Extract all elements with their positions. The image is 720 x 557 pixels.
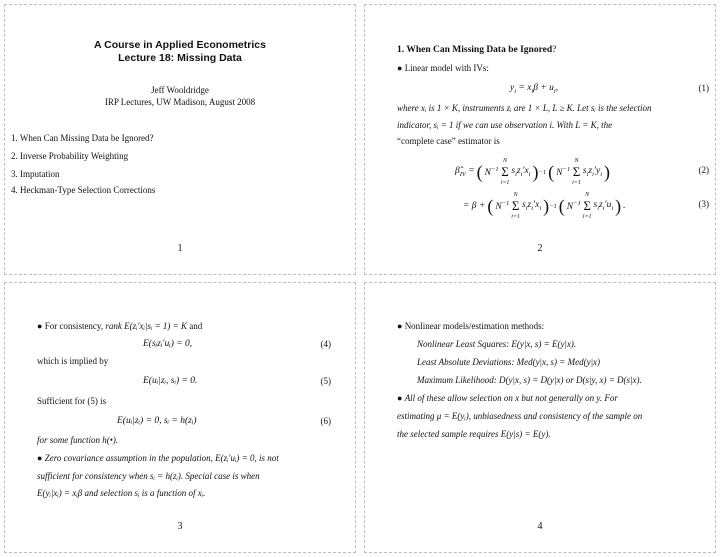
equation-4: E(sᵢzᵢ′uᵢ) = 0, — [143, 339, 193, 349]
page-number: 3 — [177, 521, 183, 532]
text-for-some: for some function h(•). — [37, 435, 119, 445]
equation-4-label: (4) — [320, 339, 331, 349]
bullet-linear-model: ● Linear model with IVs: — [397, 63, 489, 73]
equation-2: $\betâ_{IV}$ = ( $N^{-1}$ N Σ i=1 $s_iz_i'x_i$ ) −1 ( $N^{-1}$ N Σ i=1 $s_iz_i'y_i$ ) — [455, 158, 610, 186]
text-nls: Nonlinear Least Squares: E(y|x, s) = E(y|x). — [417, 339, 577, 349]
equation-5: E(uᵢ|zᵢ, sᵢ) = 0. — [143, 376, 198, 386]
page-number: 4 — [537, 521, 543, 532]
slide-1 — [4, 4, 356, 275]
text-sufficient-consistency: sufficient for consistency when sᵢ = h(zᵢ). Special case is when — [37, 471, 260, 481]
text-lad: Least Absolute Deviations: Med(y|x, s) = Med(y|x) — [417, 357, 601, 367]
author: Jeff Wooldridge — [151, 85, 209, 95]
course-title: A Course in Applied Econometrics — [94, 39, 266, 51]
slide-2 — [364, 4, 716, 275]
bullet-icon: ● — [37, 453, 43, 463]
bullet-icon: ● — [397, 321, 403, 331]
outline-item-2: 2. Inverse Probability Weighting — [11, 151, 129, 161]
slide-4 — [364, 282, 716, 553]
equation-6: E(uᵢ|zᵢ) = 0, sᵢ = h(zᵢ) — [117, 416, 197, 426]
page-number: 1 — [177, 243, 183, 254]
text-complete-case: “complete case” estimator is — [397, 136, 500, 146]
bullet-icon: ● — [397, 63, 403, 73]
equation-3-label: (3) — [698, 199, 709, 209]
section-heading: 1. When Can Missing Data be Ignored? — [397, 45, 557, 55]
bullet-nonlinear-models: ● Nonlinear models/estimation methods: — [397, 321, 545, 331]
bullet-zero-covariance: ● Zero covariance assumption in the population, E(zᵢ′uᵢ) = 0, is not — [37, 453, 279, 463]
bullet-consistency: ● For consistency, rank E(zᵢ′xᵢ|sᵢ = 1) = K and — [37, 321, 203, 331]
page-number: 2 — [537, 243, 543, 254]
equation-1-label: (1) — [698, 83, 709, 93]
text-ml: Maximum Likelihood: D(y|x, s) = D(y|x) or D(s|y, x) = D(s|x). — [417, 375, 642, 385]
slide-3 — [4, 282, 356, 553]
equation-1: $y_i = x_i\beta + u_i$, — [510, 83, 559, 95]
text-selected-sample: the selected sample requires E(y|s) = E(y). — [397, 429, 551, 439]
text-sufficient: Sufficient for (5) is — [37, 396, 107, 406]
outline-item-4: 4. Heckman-Type Selection Corrections — [11, 185, 156, 195]
equation-2-label: (2) — [698, 165, 709, 175]
bullet-icon: ● — [37, 321, 43, 331]
equation-3: = β + ( $N^{-1}$ N Σ i=1 $s_iz_i'x_i$ ) −1 ( $N^{-1}$ N Σ i=1 $s_iz_i'u_i$ ) . — [463, 192, 626, 220]
lecture-title: Lecture 18: Missing Data — [118, 52, 242, 64]
text-special-case: E(yᵢ|xᵢ) = xᵢβ and selection sᵢ is a function of xᵢ. — [37, 488, 206, 498]
equation-5-label: (5) — [320, 376, 331, 386]
text-where: where xᵢ is 1 × K, instruments zᵢ are 1 × L, L ≥ K. Let sᵢ is the selection — [397, 103, 652, 113]
text-estimating: estimating μ = E(yᵢ), unbiasedness and consistency of the sample on — [397, 411, 643, 421]
text-implied: which is implied by — [37, 356, 109, 366]
bullet-icon: ● — [397, 393, 403, 403]
equation-6-label: (6) — [320, 416, 331, 426]
bullet-selection: ● All of these allow selection on x but not generally on y. For — [397, 393, 618, 403]
text-indicator: indicator, sᵢ = 1 if we can use observation i. With L = K, the — [397, 120, 613, 130]
venue: IRP Lectures, UW Madison, August 2008 — [104, 97, 256, 107]
outline-item-3: 3. Imputation — [11, 169, 60, 179]
outline-item-1: 1. When Can Missing Data be Ignored? — [11, 133, 154, 143]
